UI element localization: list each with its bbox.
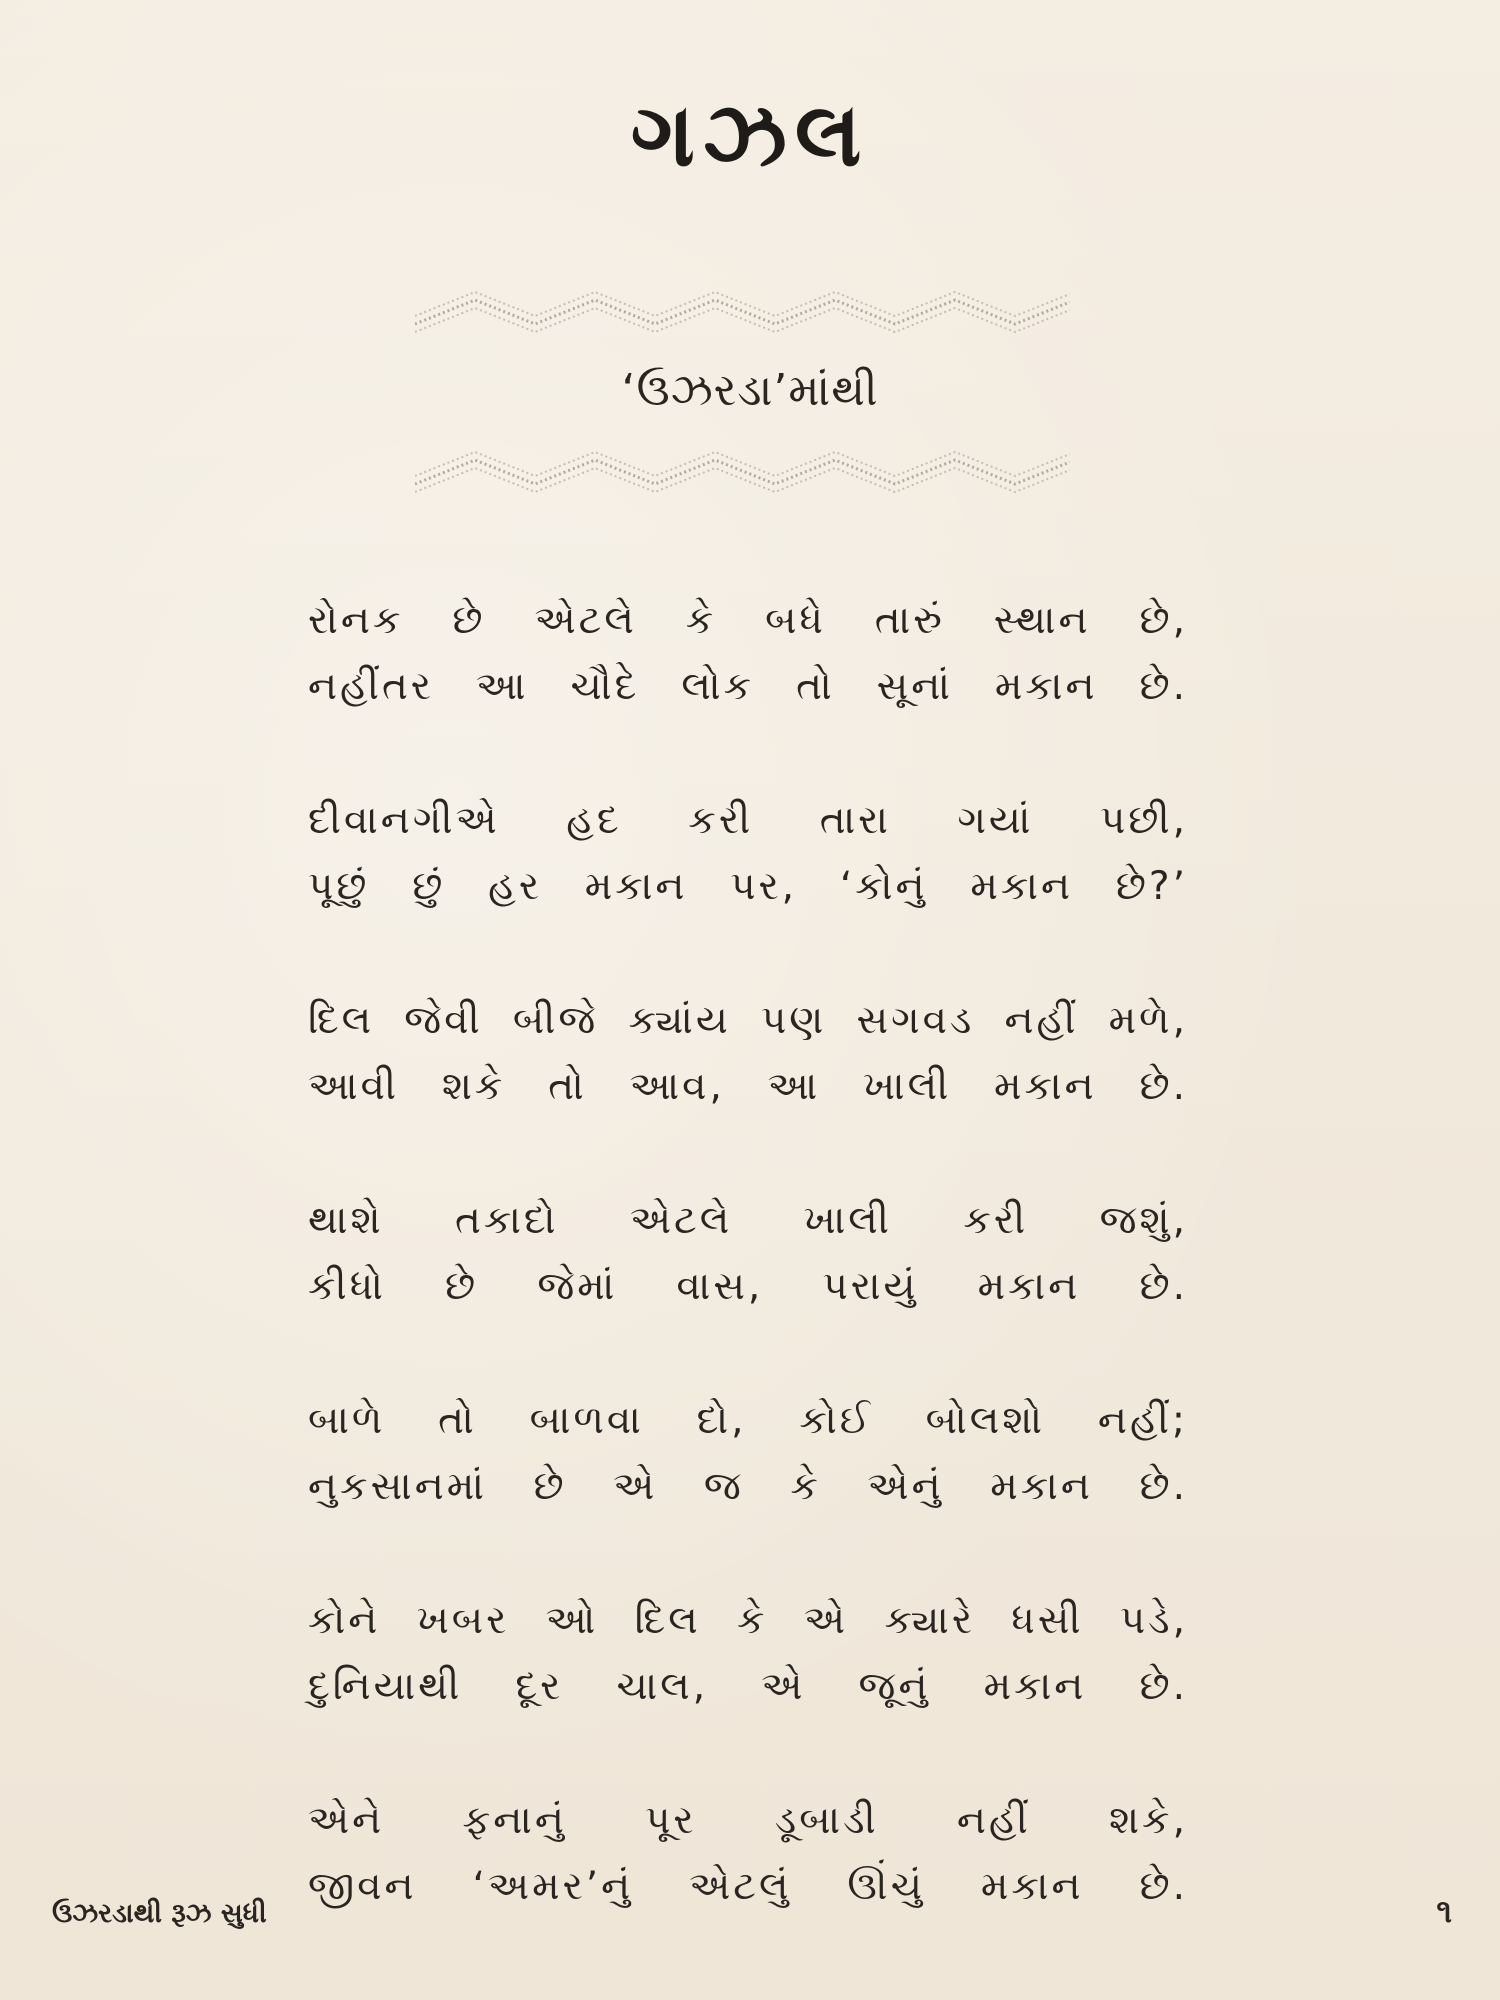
page-title: ગઝલ bbox=[630, 83, 870, 186]
poem-line: નુકસાનમાં છે એ જ કે એનું મકાન છે. bbox=[308, 1464, 1188, 1509]
poem-line: દિલ જેવી બીજે ક્યાંય પણ સગવડ નહીં મળે, bbox=[308, 998, 1188, 1043]
poem-line: પૂછું છું હર મકાન પર, ‘કોનું મકાન છે?’ bbox=[308, 864, 1188, 909]
section-subtitle: ‘ઉઝરડા’માંથી bbox=[621, 365, 879, 416]
stanza bbox=[308, 588, 1188, 720]
poem-line: નહીંતર આ ચૌદે લોક તો સૂનાં મકાન છે. bbox=[308, 664, 1188, 709]
stanza bbox=[308, 1788, 1188, 1920]
poem-body bbox=[308, 588, 1188, 1988]
running-footer-book-title: ઉઝરડાથી રૂઝ સુધી bbox=[52, 1898, 267, 1929]
stanza bbox=[308, 1388, 1188, 1520]
poem-line: એને ફનાનું પૂર ડૂબાડી નહીં શકે, bbox=[308, 1798, 1188, 1843]
stanza bbox=[308, 788, 1188, 920]
poem-line: જીવન ‘અમર’નું એટલું ઊંચું મકાન છે. bbox=[308, 1864, 1188, 1909]
page-number: ૧ bbox=[1436, 1892, 1452, 1930]
poem-line: થાશે તકાદો એટલે ખાલી કરી જશું, bbox=[308, 1198, 1188, 1243]
stanza bbox=[308, 1188, 1188, 1320]
stanza bbox=[308, 1588, 1188, 1720]
poem-line: દુનિયાથી દૂર ચાલ, એ જૂનું મકાન છે. bbox=[308, 1664, 1189, 1709]
poem-line: કીધો છે જેમાં વાસ, પરાયું મકાન છે. bbox=[308, 1264, 1188, 1309]
poem-line: કોને ખબર ઓ દિલ કે એ ક્યારે ધસી પડે, bbox=[308, 1598, 1188, 1643]
poem-line: બાળે તો બાળવા દો, કોઈ બોલશો નહીં; bbox=[308, 1398, 1188, 1443]
stanza bbox=[308, 988, 1188, 1120]
decorative-divider-bottom bbox=[415, 450, 1070, 494]
poem-line: દીવાનગીએ હદ કરી તારા ગયાં પછી, bbox=[308, 798, 1188, 843]
decorative-divider-top bbox=[415, 290, 1070, 334]
poem-line: આવી શકે તો આવ, આ ખાલી મકાન છે. bbox=[308, 1064, 1188, 1109]
poem-line: રોનક છે એટલે કે બધે તારું સ્થાન છે, bbox=[308, 598, 1188, 643]
